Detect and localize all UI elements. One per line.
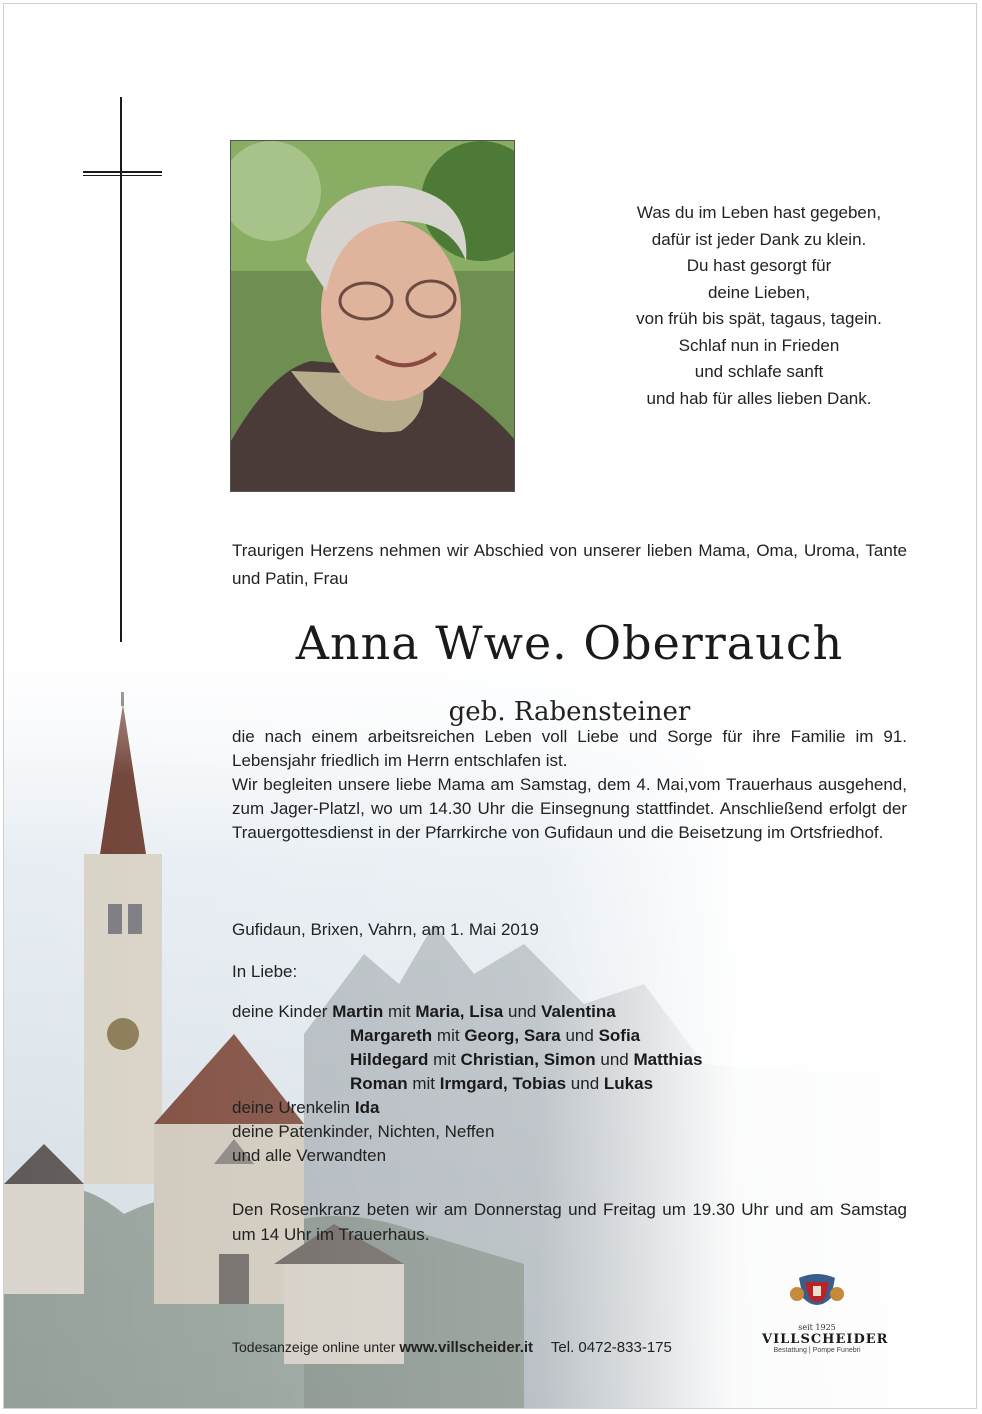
child-name: Hildegard bbox=[350, 1050, 429, 1069]
website-link[interactable]: www.villscheider.it bbox=[399, 1339, 534, 1356]
grandchild-name: Valentina bbox=[541, 1002, 616, 1021]
children-row bbox=[232, 1000, 702, 1024]
crest-icon bbox=[787, 1272, 847, 1316]
child-name: Roman bbox=[350, 1074, 408, 1093]
mourners-list bbox=[232, 1000, 702, 1168]
grandchild-name: Lisa bbox=[469, 1002, 504, 1021]
godchildren-row: deine Patenkinder, Nichten, Neffen bbox=[232, 1122, 495, 1141]
children-row bbox=[232, 1048, 702, 1072]
deceased-name: Anna Wwe. Oberrauch bbox=[295, 616, 844, 670]
birth-name: geb. Rabensteiner bbox=[448, 697, 691, 727]
funeral-details-paragraph: Wir begleiten unsere liebe Mama am Samstag, dem 4. Mai,vom Trauerhaus ausgehend, zum Jager-Platzl, wo um 14.30 Uhr die Einsegnung stattfindet. Anschließend erfolgt der Trauergottesdienst in der Pfarrkirche von Gufidaun und die Beisetzung im Ortsfriedhof. bbox=[232, 775, 907, 842]
grandchild-name: Lukas bbox=[603, 1074, 654, 1093]
partner-name: Maria, bbox=[415, 1002, 465, 1021]
logo-subtitle: Bestattung | Pompe Funebri bbox=[773, 1347, 861, 1354]
cross-horizontal-line-thin bbox=[83, 175, 162, 176]
phone-number: Tel. 0472-833-175 bbox=[550, 1339, 672, 1356]
announcement-text bbox=[232, 725, 907, 845]
poem-line: von früh bis spät, tagaus, tagein. bbox=[636, 309, 882, 328]
grandchild-name: Sara bbox=[523, 1026, 561, 1045]
connector-text: mit bbox=[436, 1026, 460, 1045]
rosary-notice: Den Rosenkranz beten wir am Donnerstag und Freitag um 19.30 Uhr und am Samstag um 14 Uhr im Trauerhaus. bbox=[232, 1200, 907, 1244]
poem-line: und hab für alles lieben Dank. bbox=[646, 388, 872, 408]
connector-text: und bbox=[570, 1074, 600, 1093]
great-grandchild-row bbox=[232, 1096, 702, 1120]
great-grandchild-name: Ida bbox=[354, 1098, 380, 1117]
connector-text: und bbox=[565, 1026, 594, 1045]
grandchild-name: Matthias bbox=[633, 1050, 703, 1069]
poem-line: Du hast gesorgt für bbox=[686, 256, 832, 275]
grandchild-name: Simon bbox=[543, 1050, 596, 1069]
portrait-photo bbox=[230, 140, 515, 492]
cross-horizontal-line bbox=[83, 171, 162, 173]
in-love-heading: In Liebe: bbox=[232, 962, 298, 981]
intro-text: Traurigen Herzens nehmen wir Abschied von unserer lieben Mama, Oma, Uroma, Tante und Patin, Frau bbox=[232, 541, 907, 588]
footer-label: Todesanzeige online unter bbox=[232, 1339, 396, 1355]
poem bbox=[594, 200, 924, 412]
logo-since: seit 1925 bbox=[798, 1323, 836, 1332]
obituary-page bbox=[3, 3, 977, 1409]
footer bbox=[232, 1339, 672, 1356]
poem-line: deine Lieben, bbox=[707, 282, 811, 302]
logo-brand: VILLSCHEIDER bbox=[762, 1332, 889, 1347]
connector-text: und bbox=[600, 1050, 629, 1069]
partner-name: Irmgard, bbox=[439, 1074, 508, 1093]
connector-text: mit bbox=[412, 1074, 436, 1093]
grandchild-name: Sofia bbox=[598, 1026, 641, 1045]
announcement-paragraph: die nach einem arbeitsreichen Leben voll Liebe und Sorge für ihre Familie im 91. Lebensjahr friedlich im Herrn entschlafen ist. bbox=[232, 727, 907, 770]
connector-text: mit bbox=[433, 1050, 456, 1069]
poem-line: und schlafe sanft bbox=[694, 362, 824, 381]
children-row bbox=[232, 1072, 702, 1096]
poem-line: dafür ist jeder Dank zu klein. bbox=[651, 229, 867, 249]
poem-line: Schlaf nun in Frieden bbox=[678, 335, 840, 355]
child-name: Martin bbox=[332, 1002, 384, 1021]
children-label: deine Kinder bbox=[232, 1002, 328, 1021]
cross-vertical-line bbox=[120, 97, 122, 642]
relatives-row: und alle Verwandten bbox=[232, 1146, 387, 1165]
poem-line: Was du im Leben hast gegeben, bbox=[636, 203, 882, 222]
partner-name: Christian, bbox=[460, 1050, 539, 1069]
children-row bbox=[232, 1024, 702, 1048]
great-grandchild-label: deine Urenkelin bbox=[232, 1098, 351, 1117]
child-name: Margareth bbox=[350, 1026, 433, 1045]
grandchild-name: Tobias bbox=[512, 1074, 567, 1093]
connector-text: und bbox=[507, 1002, 537, 1021]
partner-name: Georg, bbox=[464, 1026, 520, 1045]
connector-text: mit bbox=[387, 1002, 411, 1021]
place-and-date: Gufidaun, Brixen, Vahrn, am 1. Mai 2019 bbox=[232, 920, 539, 939]
funeral-home-logo bbox=[762, 1272, 889, 1372]
